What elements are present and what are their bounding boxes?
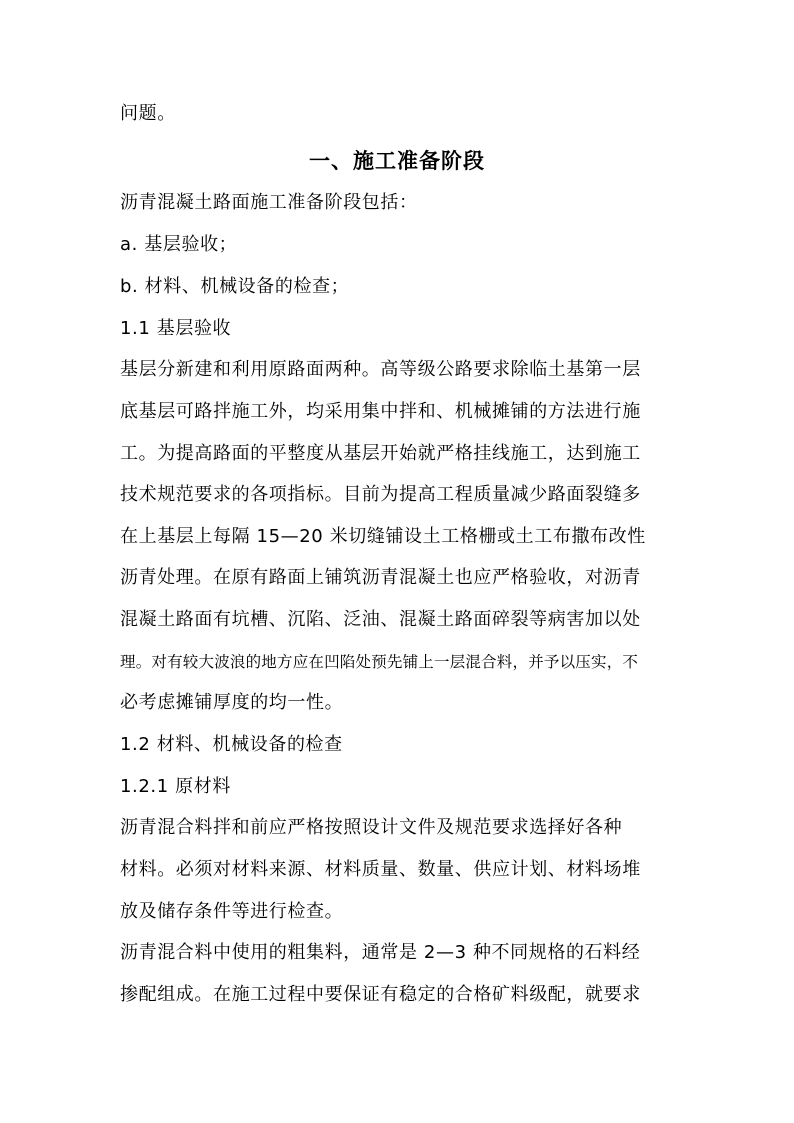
subsection-title-1-2: 1.2 材料、机械设备的检查 <box>120 734 343 755</box>
list-item-a: a. 基层验收； <box>120 234 238 255</box>
paragraph-line: 沥青混合料中使用的粗集料，通常是 2—3 种不同规格的石料经 <box>120 942 641 963</box>
paragraph-line: 沥青处理。在原有路面上铺筑沥青混凝土也应严格验收，对沥青 <box>120 567 641 588</box>
paragraph-line: 基层分新建和利用原路面两种。高等级公路要求除临土基第一层 <box>120 359 641 380</box>
paragraph-line: 沥青混合料拌和前应严格按照设计文件及规范要求选择好各种 <box>120 817 623 838</box>
paragraph-line: 放及储存条件等进行检查。 <box>120 901 344 922</box>
intro-text: 沥青混凝土路面施工准备阶段包括： <box>120 192 418 213</box>
paragraph-line: 工。为提高路面的平整度从基层开始就严格挂线施工，达到施工 <box>120 443 641 464</box>
paragraph-line: 掺配组成。在施工过程中要保证有稳定的合格矿料级配，就要求 <box>120 984 641 1005</box>
intro-fragment: 问题。 <box>120 103 176 124</box>
paragraph-line: 在上基层上每隔 15—20 米切缝铺设土工格栅或土工布撒布改性 <box>120 526 646 547</box>
section-heading: 一、施工准备阶段 <box>309 149 485 173</box>
paragraph-line: 材料。必须对材料来源、材料质量、数量、供应计划、材料场堆 <box>120 859 641 880</box>
subsection-title-1-2-1: 1.2.1 原材料 <box>120 776 231 797</box>
subsection-title-1-1: 1.1 基层验收 <box>120 318 232 339</box>
paragraph-line: 技术规范要求的各项指标。目前为提高工程质量减少路面裂缝多 <box>120 484 641 505</box>
list-item-b: b. 材料、机械设备的检查； <box>120 276 350 297</box>
paragraph-line: 必考虑摊铺厚度的均一性。 <box>120 692 344 713</box>
paragraph-line: 理。对有较大波浪的地方应在凹陷处预先铺上一层混合料，并予以压实，不 <box>120 653 639 671</box>
paragraph-line: 混凝土路面有坑槽、沉陷、泛油、混凝土路面碎裂等病害加以处 <box>120 609 641 630</box>
paragraph-line: 底基层可路拌施工外，均采用集中拌和、机械摊铺的方法进行施 <box>120 401 641 422</box>
